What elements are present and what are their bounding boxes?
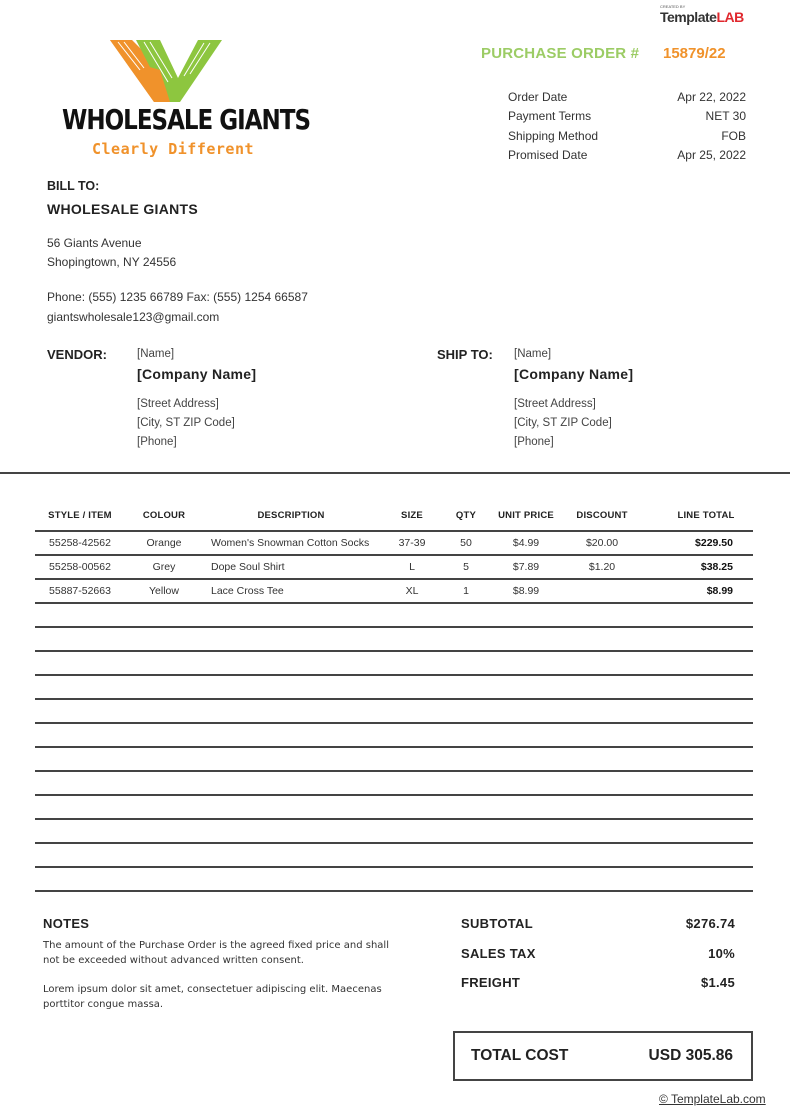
cell-line-total: $229.50 [695,537,733,549]
cell-qty: 5 [463,561,469,573]
table-row-empty [35,676,753,700]
table-row [35,556,753,580]
sales-tax-value: 10% [708,946,735,961]
templatelab-brand-logo [660,4,744,25]
table-header [35,500,753,532]
cell-qty: 50 [460,537,472,549]
ship-to-company: [Company Name] [514,366,634,382]
cell-unit-price: $7.89 [512,561,540,573]
meta-row-order-date [508,89,746,108]
vendor-name: [Name] [137,348,175,360]
table-row-empty [35,652,753,676]
cell-line-total: $8.99 [706,585,733,597]
col-header-size: SIZE [401,509,423,521]
table-row [35,580,753,604]
vendor-city: [City, ST ZIP Code] [137,417,235,429]
col-header-discount: DISCOUNT [576,509,628,521]
cell-size: L [409,561,415,573]
subtotal-value: $276.74 [685,916,735,931]
meta-label: Shipping Method [508,128,599,143]
cell-description: Women's Snowman Cotton Socks [211,537,370,549]
col-header-colour: COLOUR [142,509,186,521]
col-header-style-item: STYLE / ITEM [48,509,112,521]
po-label: PURCHASE ORDER # [481,45,640,62]
cell-colour: Grey [152,561,176,573]
meta-value: Apr 22, 2022 [677,90,746,104]
company-logo-w-icon [110,40,225,102]
cell-qty: 1 [463,585,469,597]
meta-label: Payment Terms [508,109,592,124]
logo-tagline: Clearly Different [92,140,255,158]
ship-to-label: SHIP TO: [437,347,493,362]
table-row-empty [35,748,753,772]
cell-item: 55887-52663 [49,585,111,597]
table-row-empty [35,604,753,628]
brand-name-lab: LAB [716,9,744,25]
meta-value: FOB [721,128,746,143]
freight-label: FREIGHT [461,975,521,990]
total-cost-label: TOTAL COST [471,1047,569,1064]
meta-label: Promised Date [508,147,588,162]
cell-description: Dope Soul Shirt [211,561,285,573]
subtotal-row [461,916,735,931]
vendor-street: [Street Address] [137,398,219,410]
table-row-empty [35,796,753,820]
cell-size: XL [405,585,419,597]
table-row-empty [35,772,753,796]
meta-row-promised-date [508,147,746,166]
cell-unit-price: $4.99 [512,537,540,549]
table-row-empty [35,724,753,748]
table-row-empty [35,628,753,652]
vendor-phone: [Phone] [137,436,177,448]
table-row-empty [35,700,753,724]
line-items-table [35,500,753,892]
freight-row [461,975,735,990]
bill-to-phone-fax: Phone: (555) 1235 66789 Fax: (555) 1254 66587 [47,290,308,304]
section-divider [0,472,790,474]
bill-to-address-line1: 56 Giants Avenue [47,236,142,250]
cell-description: Lace Cross Tee [211,585,284,597]
bill-to-address-line2: Shopingtown, NY 24556 [47,255,177,269]
ship-to-name: [Name] [514,348,552,360]
po-number: 15879/22 [663,45,726,62]
bill-to-company: WHOLESALE GIANTS [47,201,199,217]
table-row-empty [35,820,753,844]
col-header-line-total: LINE TOTAL [677,509,735,521]
cell-colour: Yellow [149,585,179,597]
vendor-label: VENDOR: [47,347,107,362]
cell-colour: Orange [146,537,182,549]
meta-row-payment-terms [508,108,746,127]
sales-tax-label: SALES TAX [461,946,536,961]
total-cost-value: USD 305.86 [648,1047,733,1064]
col-header-description: DESCRIPTION [257,509,325,521]
meta-value: Apr 25, 2022 [677,147,746,162]
col-header-qty: QTY [455,509,477,521]
cell-item: 55258-42562 [49,537,111,549]
brand-name-template: Template [660,9,717,25]
total-cost-box [453,1031,753,1081]
table-row [35,532,753,556]
notes-paragraph-1: The amount of the Purchase Order is the agreed fixed price and shall not be exceeded without advanced written consent. [43,940,389,966]
cell-unit-price: $8.99 [512,585,540,597]
meta-row-shipping-method [508,128,746,147]
cell-size: 37-39 [398,537,426,549]
cell-item: 55258-00562 [49,561,111,573]
order-meta [508,89,746,166]
ship-to-city: [City, ST ZIP Code] [514,417,612,429]
ship-to-street: [Street Address] [514,398,596,410]
copyright-link[interactable]: © TemplateLab.com [659,1092,766,1106]
vendor-company: [Company Name] [137,366,257,382]
notes-paragraph-2: Lorem ipsum dolor sit amet, consectetuer adipiscing elit. Maecenas porttitor congue massa. [43,984,382,1010]
cell-discount: $1.20 [588,561,616,573]
col-header-unit-price: UNIT PRICE [498,509,554,521]
ship-to-phone: [Phone] [514,436,554,448]
brand-created-by: CREATED BY [660,4,686,9]
subtotal-label: SUBTOTAL [461,916,533,931]
table-row-empty [35,868,753,892]
meta-label: Order Date [508,90,568,104]
notes-title: NOTES [43,916,90,931]
freight-value: $1.45 [700,975,735,990]
meta-value: NET 30 [705,109,746,124]
table-row-empty [35,844,753,868]
cell-discount: $20.00 [585,537,619,549]
logo-company-name: WHOLESALE GIANTS [62,105,311,137]
bill-to-email: giantswholesale123@gmail.com [47,310,220,324]
sales-tax-row [461,946,735,961]
bill-to-label: BILL TO: [47,179,100,193]
cell-line-total: $38.25 [700,561,733,573]
